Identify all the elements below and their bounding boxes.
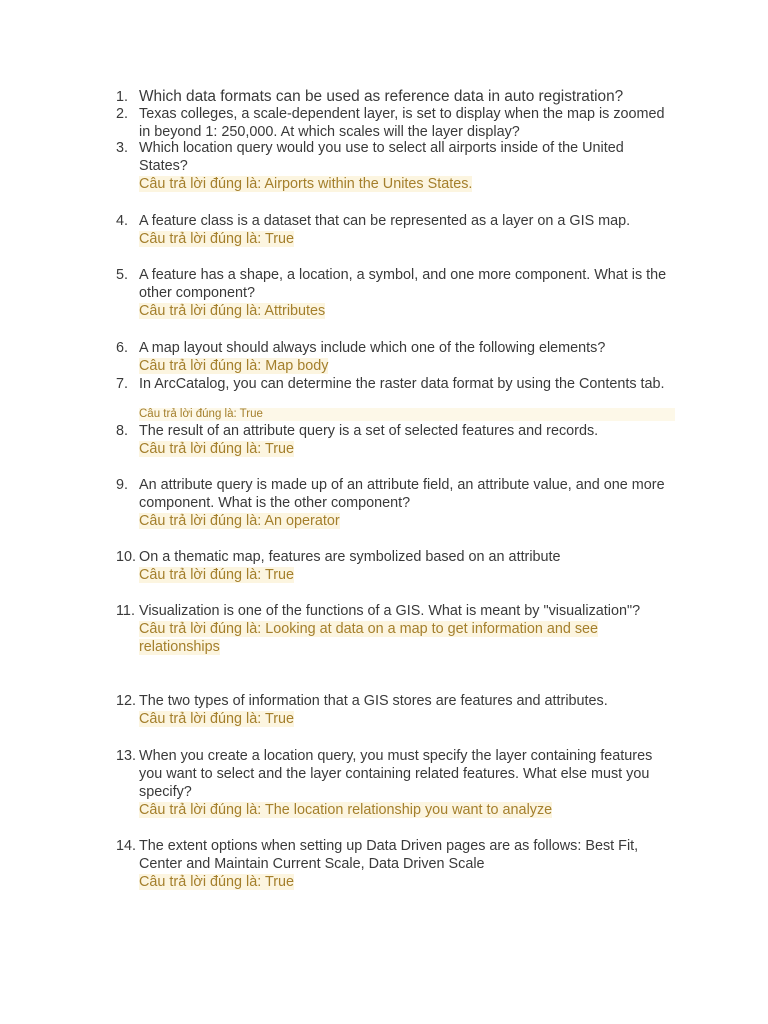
question-text: The result of an attribute query is a set of selected features and records. bbox=[139, 423, 599, 439]
question-number: 6. bbox=[116, 340, 129, 356]
question-number: 7. bbox=[116, 376, 129, 392]
answer-text: Câu trả lời đúng là: An operator bbox=[139, 513, 340, 529]
question-number: 10. bbox=[116, 549, 137, 565]
answer-text: Câu trả lời đúng là: Attributes bbox=[139, 303, 326, 319]
question-text: A map layout should always include which one of the following elements? bbox=[139, 340, 606, 356]
question-6 bbox=[116, 339, 676, 375]
question-number: 5. bbox=[116, 267, 129, 283]
question-11 bbox=[116, 602, 676, 656]
question-text: Visualization is one of the functions of a GIS. What is meant by "visualization"? bbox=[139, 603, 641, 619]
question-12 bbox=[116, 692, 676, 728]
question-9 bbox=[116, 476, 676, 530]
question-text: An attribute query is made up of an attribute field, an attribute value, and one more component. What is the other component? bbox=[139, 477, 665, 511]
answer-text-small: Câu trả lời đúng là: True bbox=[139, 408, 675, 421]
question-text: The two types of information that a GIS stores are features and attributes. bbox=[139, 693, 608, 709]
question-13 bbox=[116, 747, 676, 819]
answer-text: Câu trả lời đúng là: The location relationship you want to analyze bbox=[139, 802, 553, 818]
question-4 bbox=[116, 212, 676, 248]
answer-text: Câu trả lời đúng là: True bbox=[139, 874, 295, 890]
question-text: When you create a location query, you must specify the layer containing features you want to select and the layer containing related features. What else must you specify? bbox=[139, 748, 653, 800]
question-text: In ArcCatalog, you can determine the raster data format by using the Contents tab. bbox=[139, 376, 665, 392]
question-number: 14. bbox=[116, 838, 137, 854]
question-7 bbox=[116, 375, 676, 393]
answer-text: Câu trả lời đúng là: True bbox=[139, 567, 295, 583]
question-text: The extent options when setting up Data Driven pages are as follows: Best Fit, Center and Maintain Current Scale, Data Driven Scale bbox=[139, 838, 639, 872]
question-text: A feature class is a dataset that can be represented as a layer on a GIS map. bbox=[139, 213, 631, 229]
question-number: 3. bbox=[116, 140, 129, 156]
question-number: 12. bbox=[116, 693, 137, 709]
answer-text: Câu trả lời đúng là: Map body bbox=[139, 358, 329, 374]
question-text: A feature has a shape, a location, a symbol, and one more component. What is the other component? bbox=[139, 267, 667, 301]
question-number: 4. bbox=[116, 213, 129, 229]
question-8 bbox=[116, 422, 676, 458]
question-number: 9. bbox=[116, 477, 129, 493]
question-5 bbox=[116, 266, 676, 320]
answer-text: Câu trả lời đúng là: True bbox=[139, 441, 295, 457]
question-text: Texas colleges, a scale-dependent layer, is set to display when the map is zoomed in beyond 1: 250,000. At which scales will the layer display? bbox=[139, 106, 665, 140]
question-number: 1. bbox=[116, 89, 129, 105]
question-10 bbox=[116, 548, 676, 584]
answer-text: Câu trả lời đúng là: True bbox=[139, 711, 295, 727]
question-2 bbox=[116, 105, 676, 141]
question-number: 8. bbox=[116, 423, 129, 439]
answer-text: Câu trả lời đúng là: Airports within the Unites States. bbox=[139, 176, 473, 192]
question-text: Which data formats can be used as reference data in auto registration? bbox=[139, 88, 624, 105]
answer-text: Câu trả lời đúng là: Looking at data on a map to get information and see relationships bbox=[139, 621, 599, 655]
answer-text: Câu trả lời đúng là: True bbox=[139, 231, 295, 247]
question-number: 11. bbox=[116, 603, 135, 619]
question-text: Which location query would you use to select all airports inside of the United States? bbox=[139, 140, 624, 174]
question-number: 2. bbox=[116, 106, 129, 122]
question-3 bbox=[116, 139, 676, 193]
question-number: 13. bbox=[116, 748, 137, 764]
question-text: On a thematic map, features are symbolized based on an attribute bbox=[139, 549, 561, 565]
question-14 bbox=[116, 837, 676, 891]
question-1 bbox=[116, 88, 676, 106]
